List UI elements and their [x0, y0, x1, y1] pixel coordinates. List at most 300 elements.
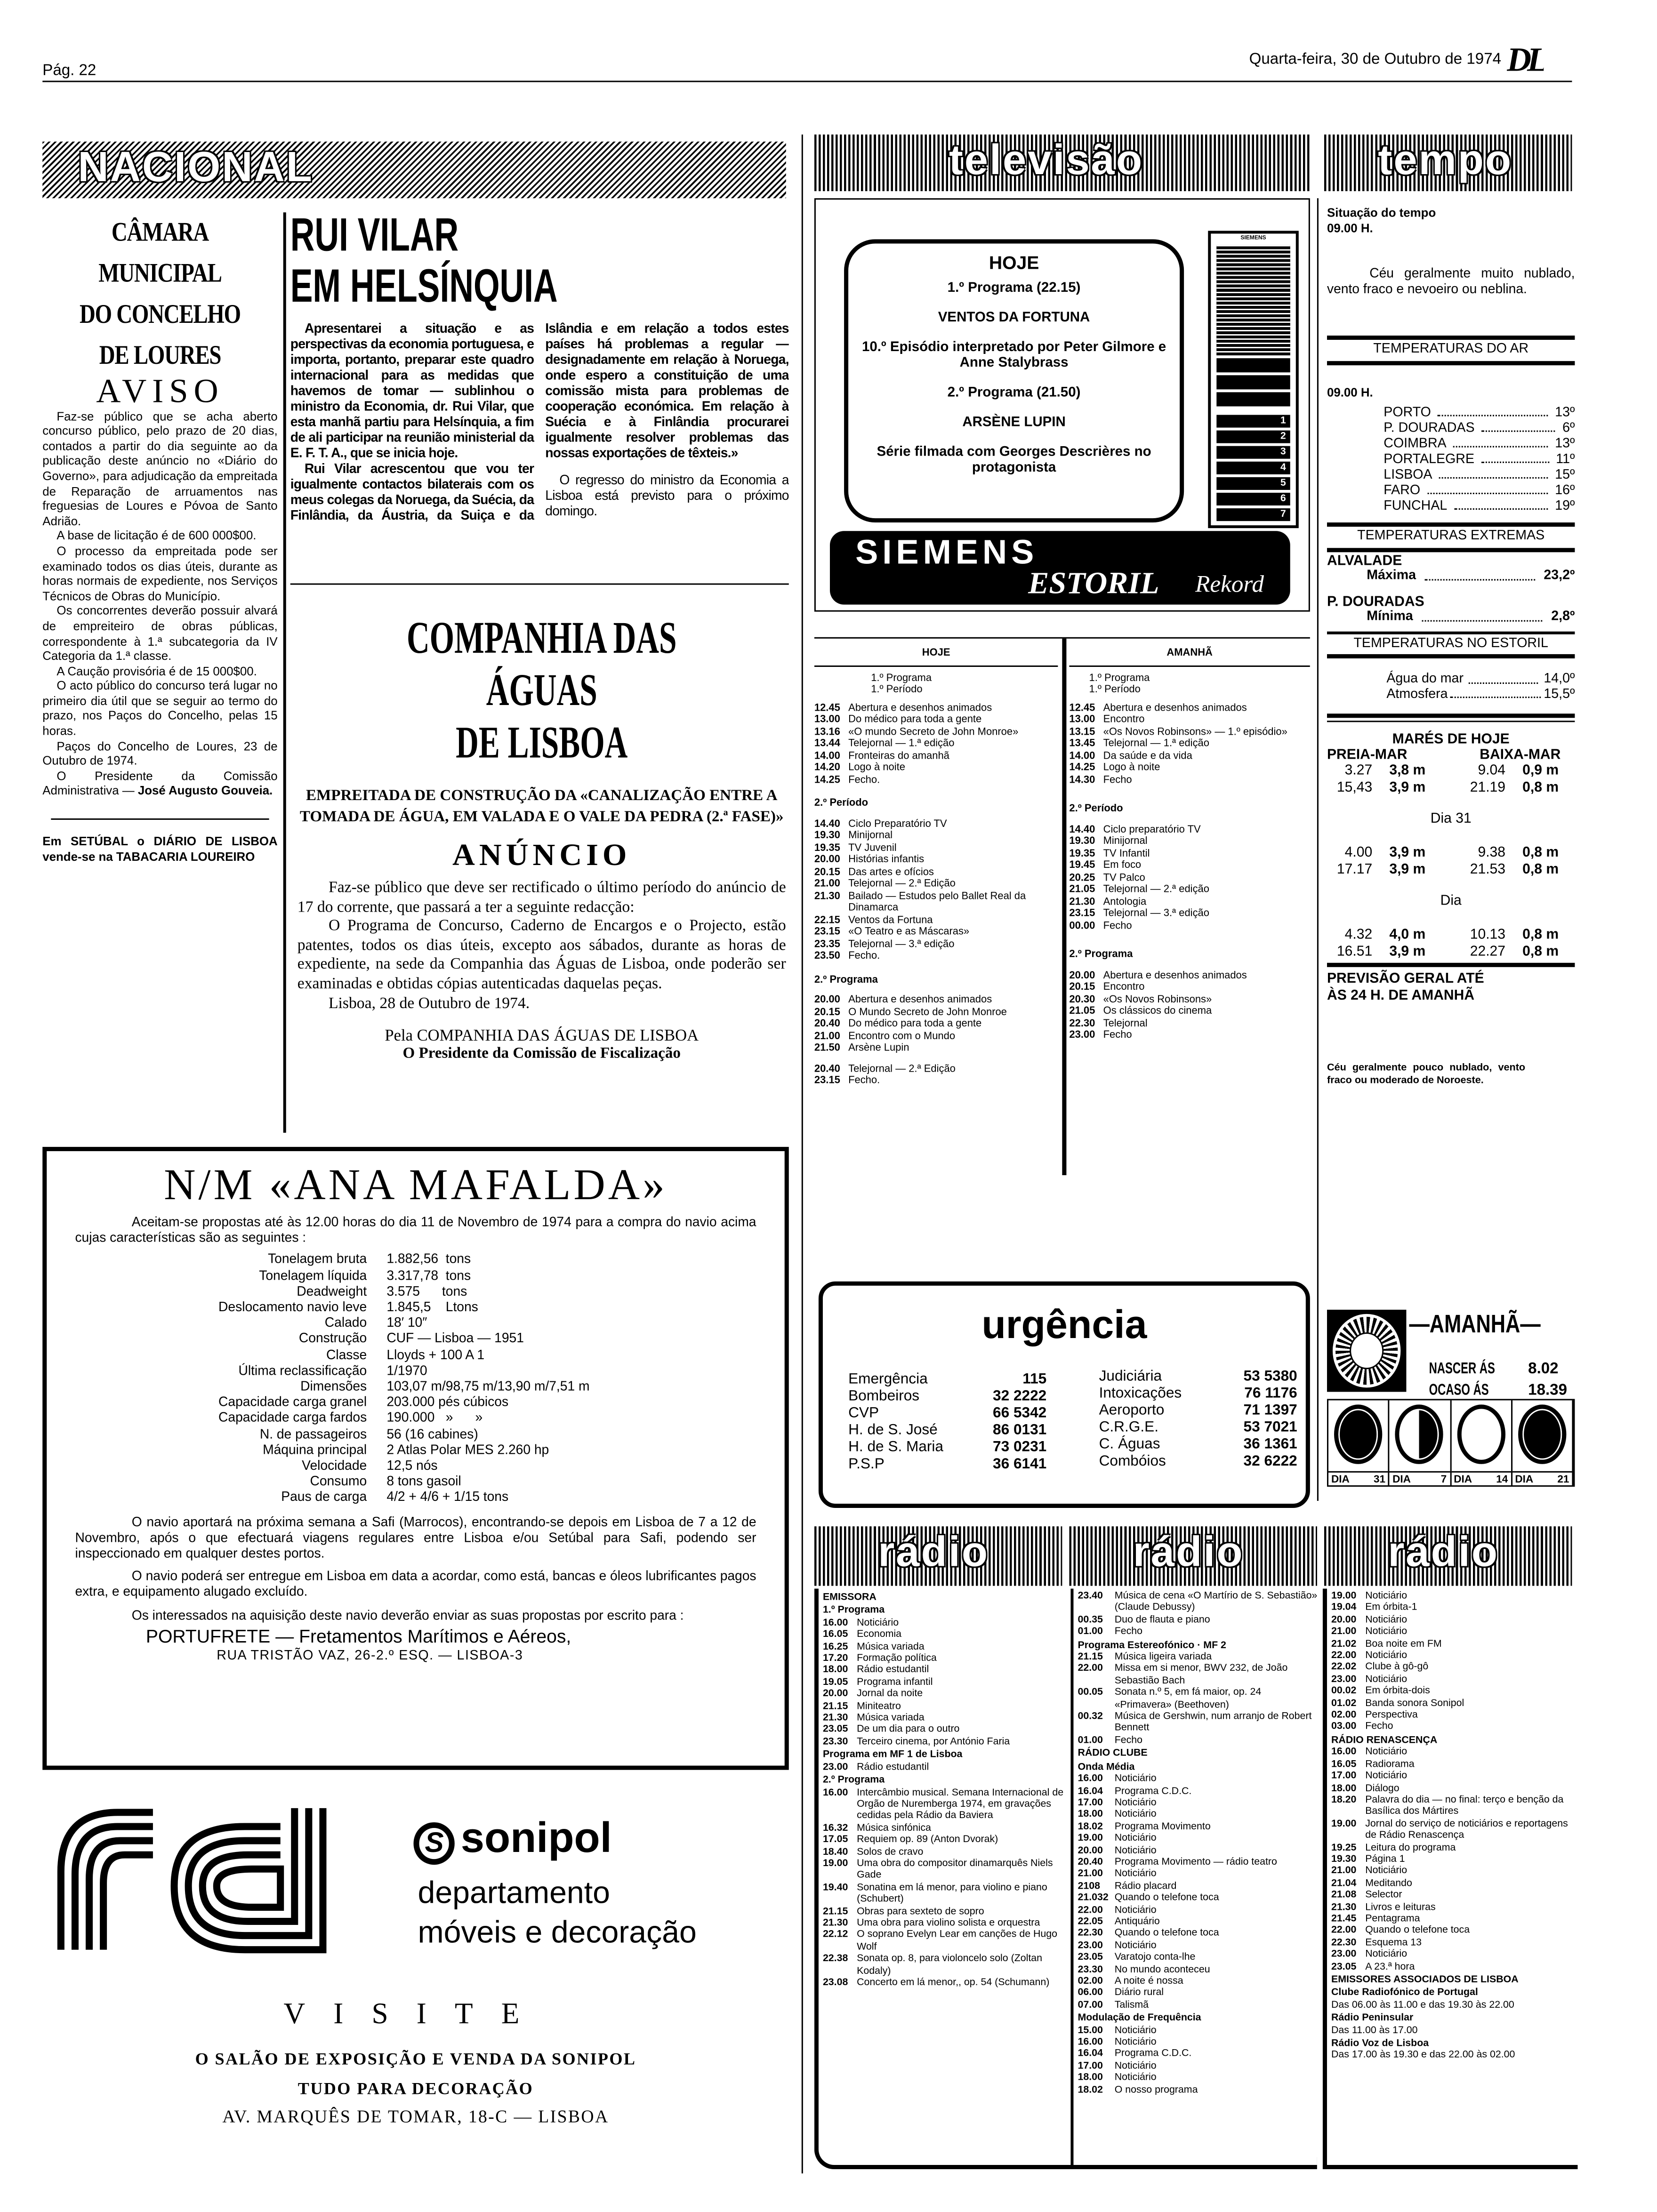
schedule-title: Noticiário	[1114, 1808, 1157, 1820]
schedule-list	[814, 817, 1058, 962]
setubal-notice: Em SETÚBAL o DIÁRIO DE LISBOA vende-se na TABACARIA LOUREIRO	[42, 834, 278, 864]
schedule-time: 19.25	[1331, 1841, 1357, 1853]
schedule-title: Perspectiva	[1365, 1709, 1418, 1721]
schedule-row	[1078, 1856, 1318, 1868]
city-temp: 13º	[1555, 405, 1575, 421]
tide-cell: 10.13	[1470, 927, 1506, 943]
contact-name: C. Águas	[1099, 1435, 1160, 1453]
schedule-row	[1078, 1785, 1318, 1796]
emergency-contact	[848, 1370, 1046, 1387]
tide-row	[1327, 945, 1575, 962]
schedule-time: 13.00	[814, 712, 840, 725]
city-name: FARO	[1384, 482, 1421, 498]
paragraph: O navio poderá ser entregue em Lisboa em data a acordar, como está, bancas e óleos lubrificantes pagos extra, e equipamento alugado excluído.	[75, 1568, 756, 1600]
schedule-time: 22.05	[1078, 1915, 1103, 1927]
schedule-title: Uma obra do compositor dinamarquês Niels Gade	[857, 1857, 1053, 1881]
moon-phase	[1390, 1400, 1451, 1485]
spec-row	[75, 1457, 756, 1473]
aguas-sign-president: O Presidente da Comissão de Fiscalização	[402, 1045, 681, 1062]
schedule-row	[1069, 859, 1310, 872]
schedule-heading: RÁDIO RENASCENÇA	[1331, 1734, 1438, 1746]
schedule-title: O Mundo Secreto de John Monroe	[848, 1004, 1007, 1018]
city-temp: 16º	[1555, 482, 1575, 498]
schedule-row	[823, 1688, 1066, 1700]
schedule-title: Selector	[1365, 1889, 1402, 1900]
schedule-time: 22.00	[1078, 1663, 1103, 1675]
schedule-row	[1331, 1674, 1575, 1685]
spec-row	[75, 1330, 756, 1346]
contact-name: Aeroporto	[1099, 1402, 1165, 1419]
city-name: FUNCHAL	[1384, 498, 1448, 514]
tv-show1: VENTOS DA FORTUNA	[938, 310, 1090, 326]
emergency-contact	[1099, 1436, 1297, 1453]
listing-day: HOJE	[814, 639, 1058, 666]
camara-title-line: DO CONCELHO	[79, 300, 241, 330]
section-label: 1.º Programa	[871, 670, 932, 683]
weather-section	[1327, 205, 1575, 1225]
schedule-title: Noticiário	[1365, 1614, 1408, 1626]
channel-button	[1216, 493, 1290, 505]
sunrise-time: 8.02	[1528, 1361, 1559, 1378]
schedule-title: Rádio placard	[1114, 1880, 1177, 1891]
schedule-time: 21.00	[1331, 1865, 1357, 1877]
schedule-row	[1078, 1651, 1318, 1663]
schedule-time: 02.00	[1078, 1975, 1103, 1987]
schedule-time: 16.00	[1078, 1772, 1103, 1784]
schedule-title: Quando o telefone toca	[1114, 1927, 1219, 1939]
schedule-list	[1069, 969, 1310, 1041]
schedule-time: 22.00	[1331, 1924, 1357, 1936]
paragraph: Lisboa, 28 de Outubro de 1974.	[328, 994, 530, 1012]
spec-label: Classe	[326, 1346, 367, 1362]
channel-button	[1216, 508, 1290, 521]
sonipol-line2: móveis e decoração	[418, 1914, 697, 1950]
contact-name: CVP	[848, 1404, 879, 1422]
schedule-row	[1331, 1638, 1575, 1650]
schedule-row	[1078, 1809, 1318, 1820]
schedule-time: 19.35	[1069, 846, 1095, 859]
schedule-time: 19.30	[1331, 1853, 1357, 1865]
spec-value: 103,07 m/98,75 m/13,90 m/7,51 m	[386, 1378, 590, 1394]
city-name: P. DOURADAS	[1384, 420, 1475, 436]
ana-mafalda-ad	[42, 1147, 788, 1770]
tv-highlights-ad	[814, 198, 1310, 611]
schedule-title: Noticiário	[1114, 2036, 1157, 2048]
contact-name: Combóios	[1099, 1452, 1166, 1470]
schedule-row	[1078, 1940, 1318, 1951]
schedule-time: 00.00	[1069, 918, 1095, 931]
panel-brand: SIEMENS	[1240, 233, 1266, 241]
schedule-title: Fecho.	[848, 772, 880, 785]
schedule-title: Miniteatro	[857, 1700, 901, 1712]
schedule-title: Noticiário	[1114, 1772, 1157, 1784]
schedule-row	[823, 1977, 1066, 1988]
schedule-time: 19.00	[1078, 1832, 1103, 1844]
schedule-row	[814, 713, 1058, 726]
radio-banner	[1324, 1526, 1572, 1586]
schedule-time: 21.15	[822, 1905, 848, 1917]
schedule-time: 19.00	[822, 1857, 848, 1869]
schedule-row	[1078, 1687, 1318, 1711]
emergency-contact	[848, 1439, 1046, 1456]
spec-label: Paus de carga	[281, 1489, 367, 1505]
schedule-row	[1078, 1868, 1318, 1880]
schedule-time: 18.20	[1331, 1794, 1357, 1805]
schedule-row	[823, 1929, 1066, 1953]
tv-screen	[844, 239, 1184, 522]
schedule-heading: EMISSORES ASSOCIADOS DE LISBOA	[1331, 1973, 1519, 1985]
schedule-time: 01.00	[1078, 1626, 1103, 1637]
schedule-title: Fecho	[1365, 1721, 1393, 1732]
channel-button	[1216, 446, 1290, 459]
schedule-title: Programa infantil	[857, 1676, 933, 1688]
schedule-time: 22.12	[822, 1929, 848, 1940]
schedule-row	[1331, 1697, 1575, 1709]
moon-day-label: DIA	[1392, 1472, 1411, 1485]
rui-vilar-article	[290, 209, 789, 570]
schedule-title: Jornal do serviço de noticiários e reportagens de Rádio Renascença	[1365, 1818, 1568, 1841]
tide-cell: 0,8 m	[1522, 862, 1559, 878]
schedule-row	[1078, 1928, 1318, 1940]
schedule-title: Sonata n.º 5, em fá maior, op. 24 «Primavera» (Beethoven)	[1114, 1686, 1262, 1710]
schedule-note: Das 17.00 às 19.30 e das 22.00 às 02.00	[1331, 2049, 1515, 2061]
schedule-list	[814, 1063, 1058, 1087]
schedule-title: Boa noite em FM	[1365, 1637, 1442, 1649]
spec-label: N. de passageiros	[259, 1425, 367, 1441]
schedule-time: 16.00	[822, 1617, 848, 1628]
schedule-row	[1331, 1590, 1575, 1602]
schedule-title: «Os Novos Robinsons»	[1103, 992, 1212, 1005]
schedule-time: 23.05	[822, 1723, 848, 1735]
air-temp-row	[1327, 688, 1575, 703]
schedule-time: 21.30	[1331, 1901, 1357, 1913]
spec-label: Consumo	[310, 1473, 367, 1489]
schedule-title: Noticiário	[1365, 1865, 1408, 1877]
contact-number: 36 6141	[993, 1455, 1047, 1473]
schedule-time: 00.32	[1078, 1710, 1103, 1722]
spec-row	[75, 1410, 756, 1426]
schedule-row	[823, 1664, 1066, 1676]
schedule-title: Noticiário	[1365, 1948, 1408, 1960]
schedule-row	[1331, 1901, 1575, 1913]
schedule-title: Pentagrama	[1365, 1913, 1420, 1924]
spec-label: Tonelagem bruta	[268, 1250, 367, 1266]
spec-value: 203.000 pés cúbicos	[386, 1394, 509, 1410]
schedule-time: 18.00	[1078, 2072, 1103, 2084]
schedule-row	[823, 1700, 1066, 1712]
schedule-row	[1331, 1818, 1575, 1842]
contact-number: 66 5342	[993, 1404, 1047, 1422]
schedule-title: Quando o telefone toca	[1365, 1924, 1470, 1936]
schedule-time: 16.04	[1078, 2048, 1103, 2060]
column-rule	[283, 212, 286, 1133]
schedule-time: 03.00	[1331, 1721, 1357, 1732]
city-temp-row	[1384, 436, 1575, 452]
city-temp: 6º	[1562, 420, 1575, 436]
schedule-title: Fecho	[1114, 1626, 1143, 1637]
schedule-title: Fecho	[1103, 1028, 1132, 1041]
schedule-time: 19.45	[1069, 858, 1095, 871]
schedule-row	[814, 950, 1058, 962]
contact-name: Judiciária	[1099, 1368, 1162, 1385]
aguas-body	[298, 879, 786, 1014]
schedule-time: 21.30	[822, 1712, 848, 1723]
schedule-title: Quando o telefone toca	[1114, 1891, 1219, 1903]
schedule-time: 14.25	[814, 772, 840, 785]
schedule-row	[823, 1834, 1066, 1845]
schedule-title: Noticiário	[1114, 1796, 1157, 1808]
city-temp-row	[1384, 467, 1575, 483]
section-rule	[290, 584, 789, 585]
contact-number: 76 1176	[1244, 1385, 1297, 1402]
schedule-row	[1078, 1987, 1318, 1999]
tv-desc2: Série filmada com Georges Descrières no protagonista	[877, 444, 1151, 476]
paragraph: Faz-se público que deve ser rectificado o último período do anúncio de 17 do corrente, que passará a ter a seguinte redacção:	[297, 879, 786, 916]
contact-number: 32 2222	[993, 1387, 1047, 1405]
sea-label: Água do mar	[1386, 671, 1464, 687]
schedule-time: 00.35	[1078, 1614, 1103, 1626]
schedule-row	[1078, 2036, 1318, 2048]
amanha-title: —AMANHÃ—	[1409, 1309, 1541, 1338]
tv-prog2: 2.º Programa (21.50)	[947, 385, 1081, 401]
max-temp-row	[1327, 569, 1575, 584]
schedule-time: 2108	[1078, 1880, 1100, 1891]
contact-number: 53 7021	[1243, 1419, 1297, 1436]
schedule-time: 22.30	[1331, 1936, 1357, 1948]
schedule-row	[1078, 1797, 1318, 1809]
schedule-row	[1069, 907, 1310, 920]
schedule-time: 20.00	[822, 1688, 848, 1699]
schedule-time: 23.00	[1078, 1939, 1103, 1951]
channel-number: 4	[1280, 463, 1286, 473]
schedule-time: 16.04	[1078, 1785, 1103, 1796]
schedule-time: 20.15	[814, 864, 840, 877]
schedule-title: No mundo aconteceu	[1114, 1963, 1210, 1975]
city-name: COIMBRA	[1384, 436, 1447, 452]
tide-cell: 3,9 m	[1389, 862, 1426, 878]
schedule-title: Diário rural	[1114, 1987, 1164, 1999]
schedule-row	[1331, 1614, 1575, 1626]
schedule-title: Noticiário	[1114, 2072, 1157, 2084]
schedule-row	[1078, 1626, 1318, 1637]
schedule-time: 23.35	[814, 937, 840, 950]
section-label: 2.º Programa	[814, 972, 878, 985]
schedule-heading: RÁDIO CLUBE	[1078, 1747, 1148, 1759]
schedule-list	[1331, 1590, 1575, 2061]
min-place: P. DOURADAS	[1327, 594, 1424, 610]
schedule-title: Telejornal — 3.ª edição	[1103, 906, 1209, 919]
aguas-subtitle: EMPREITADA DE CONSTRUÇÃO DA «CANALIZAÇÃO ENTRE A TOMADA DE ÁGUA, EM VALADA E O VALE DA PEDRA (2.ª FASE)»	[299, 787, 784, 825]
spec-value: 18′ 10″	[386, 1314, 427, 1330]
schedule-list	[814, 702, 1058, 786]
schedule-time: 21.15	[1078, 1651, 1103, 1663]
schedule-row	[1331, 1782, 1575, 1794]
schedule-row	[1069, 835, 1310, 848]
schedule-row	[823, 1882, 1066, 1906]
schedule-time: 23.15	[814, 1073, 840, 1086]
schedule-row	[1069, 920, 1310, 932]
low-tide-label: BAIXA-MAR	[1480, 746, 1561, 763]
schedule-time: 23.40	[1078, 1590, 1103, 1602]
schedule-title: Fecho.	[848, 1073, 880, 1086]
schedule-time: 23.15	[814, 924, 840, 938]
schedule-time: 19.00	[1331, 1818, 1357, 1829]
spec-row	[75, 1346, 756, 1362]
tide-cell: 9.38	[1478, 845, 1506, 861]
schedule-row	[1331, 1913, 1575, 1924]
schedule-time: 17.00	[1078, 1796, 1103, 1808]
schedule-time: 14.25	[1069, 760, 1095, 773]
tv-listing-amanha	[1069, 639, 1310, 1042]
contact-number: 71 1397	[1243, 1402, 1297, 1419]
moon-day-label: DIA	[1454, 1472, 1472, 1485]
article-body	[290, 320, 789, 522]
schedule-time: 21.30	[814, 888, 840, 901]
schedule-title: Noticiário	[1114, 1904, 1157, 1915]
schedule-title: Noticiário	[1365, 1590, 1408, 1602]
schedule-title: Solos de cravo	[857, 1845, 924, 1857]
schedule-time: 14.20	[814, 760, 840, 773]
radio-banner	[814, 1526, 1062, 1586]
tv-desc1: 10.º Episódio interpretado por Peter Gilmore e Anne Stalybrass	[861, 340, 1166, 371]
moon-day	[1512, 1471, 1572, 1485]
column-rule	[802, 135, 803, 2173]
schedule-title: Programa Movimento — rádio teatro	[1114, 1856, 1277, 1868]
contact-name: Bombeiros	[848, 1387, 920, 1405]
tides-header	[1327, 748, 1575, 763]
radio-banner-title: rádio	[878, 1529, 989, 1576]
schedule-time: 13.16	[814, 724, 840, 737]
schedule-title: TV Infantil	[1103, 846, 1150, 859]
schedule-time: 16.32	[822, 1822, 848, 1834]
high-tide-label: PREIA-MAR	[1327, 746, 1408, 763]
schedule-title: Noticiário	[1365, 1649, 1408, 1661]
schedule-title: Rádio estudantil	[857, 1664, 929, 1676]
contact-number: 36 1361	[1243, 1435, 1297, 1453]
paragraph: O acto público do concurso terá lugar no primeiro dia útil que se seguir ao termo do prazo, nos Paços do Concelho, pelas 15 horas.	[42, 678, 278, 738]
schedule-time: 20.00	[814, 852, 840, 866]
brand-name: sonipol	[460, 1815, 612, 1862]
schedule-row	[1331, 1661, 1575, 1673]
listing-day: AMANHÃ	[1069, 639, 1310, 666]
spec-row	[75, 1394, 756, 1410]
spec-value: Lloyds + 100 A 1	[386, 1346, 485, 1362]
schedule-time: 19.30	[814, 828, 840, 842]
min-label: Mínima	[1367, 609, 1413, 625]
schedule-row	[1078, 1892, 1318, 1904]
schedule-title: Ciclo Preparatório TV	[848, 816, 947, 829]
schedule-title: Talismã	[1114, 1999, 1149, 2011]
aviso-heading: AVISO	[96, 374, 224, 411]
urgencia-left	[848, 1370, 1046, 1473]
schedule-time: 19.35	[814, 840, 840, 853]
weather-time: 09.00 H.	[1327, 220, 1373, 234]
camara-title	[64, 212, 257, 377]
schedule-list	[823, 1592, 1066, 1989]
contact-name: H. de S. José	[848, 1421, 938, 1439]
spec-value: CUF — Lisboa — 1951	[386, 1330, 524, 1346]
spec-value: 1/1970	[386, 1362, 427, 1378]
schedule-title: Em foco	[1103, 858, 1142, 871]
spec-row	[75, 1489, 756, 1505]
schedule-row	[1331, 1948, 1575, 1960]
contact-number: 115	[1022, 1370, 1047, 1388]
moon-phase	[1328, 1400, 1390, 1485]
forecast-text: Céu geralmente pouco nublado, vento fraco ou moderado de Noroeste.	[1327, 1060, 1526, 1086]
tide-cell: 15,43	[1336, 780, 1373, 796]
schedule-title: Sonata op. 8, para violoncelo solo (Zoltan Kodaly)	[857, 1953, 1043, 1976]
schedule-time: 18.00	[1078, 1808, 1103, 1820]
moon-day	[1328, 1471, 1388, 1485]
tide-row	[1327, 780, 1575, 797]
schedule-time: 18.00	[1331, 1782, 1357, 1794]
schedule-row	[1078, 1832, 1318, 1844]
schedule-title: Programa C.D.C.	[1114, 1785, 1192, 1796]
schedule-time: 23.00	[822, 1761, 848, 1772]
schedule-title: Ciclo preparatório TV	[1103, 822, 1201, 835]
schedule-time: 16.25	[822, 1640, 848, 1652]
schedule-title: Sonatina em lá menor, para violino e piano (Schubert)	[857, 1881, 1047, 1905]
schedule-time: 21.30	[1069, 894, 1095, 907]
schedule-title: «Os Novos Robinsons» — 1.º episódio»	[1103, 724, 1287, 737]
moon-day	[1451, 1471, 1511, 1485]
schedule-title: Música ligeira variada	[1114, 1651, 1212, 1663]
schedule-time: 20.40	[814, 1017, 840, 1030]
schedule-title: Música variada	[857, 1640, 925, 1652]
camara-body	[42, 409, 277, 799]
schedule-time: 17.00	[1331, 1770, 1357, 1781]
spec-row	[75, 1473, 756, 1489]
anuncio-heading: ANÚNCIO	[452, 837, 631, 873]
schedule-title: Noticiário	[1114, 1832, 1157, 1844]
schedule-row	[823, 1724, 1066, 1736]
spec-row	[75, 1425, 756, 1441]
tide-cell: 3,8 m	[1389, 763, 1426, 779]
televisao-banner-title: televisão	[949, 137, 1144, 184]
radio-banner-title: rádio	[1388, 1529, 1499, 1576]
spec-row	[75, 1298, 756, 1314]
schedule-time: 16.05	[1331, 1758, 1357, 1770]
schedule-time: 13.00	[1069, 712, 1095, 725]
schedule-title: Encontro	[1103, 979, 1145, 993]
tv-show2: ARSÈNE LUPIN	[962, 415, 1066, 431]
schedule-heading: Programa em MF 1 de Lisboa	[822, 1749, 963, 1761]
moon-new-icon	[1334, 1404, 1382, 1464]
schedule-time: 20.00	[1069, 968, 1095, 981]
spec-value: 1.882,56 tons	[386, 1250, 471, 1266]
atm-value: 15,5º	[1544, 686, 1575, 702]
schedule-heading: EMISSORA	[822, 1591, 877, 1603]
schedule-title: Os clássicos do cinema	[1103, 1004, 1212, 1017]
schedule-time: 20.00	[1078, 1844, 1103, 1856]
schedule-time: 01.00	[1078, 1734, 1103, 1746]
schedule-title: Missa em si menor, BWV 232, de João Sebastião Bach	[1114, 1663, 1288, 1686]
schedule-heading: Programa Estereofónico · MF 2	[1078, 1639, 1226, 1651]
schedule-title: A 23.ª hora	[1365, 1960, 1415, 1972]
schedule-heading: Modulação de Frequência	[1078, 2012, 1201, 2024]
spec-value: 8 tons gasoil	[386, 1473, 461, 1489]
schedule-title: Música de cena «O Martírio de S. Sebastião» (Claude Debussy)	[1114, 1590, 1318, 1613]
sea-temp-row	[1327, 673, 1575, 688]
schedule-title: Das artes e ofícios	[848, 864, 934, 877]
schedule-time: 19.05	[822, 1676, 848, 1688]
schedule-title: Noticiário	[1114, 1844, 1157, 1856]
schedule-time: 14.40	[1069, 822, 1095, 835]
ad-intro: Aceitam-se propostas até às 12.00 horas do dia 11 de Novembro de 1974 para a compra do navio acima cujas características são as seguintes :	[75, 1213, 756, 1245]
schedule-title: Fecho.	[848, 948, 880, 962]
schedule-row	[1331, 1602, 1575, 1614]
radio-column-3	[1331, 1590, 1575, 2164]
